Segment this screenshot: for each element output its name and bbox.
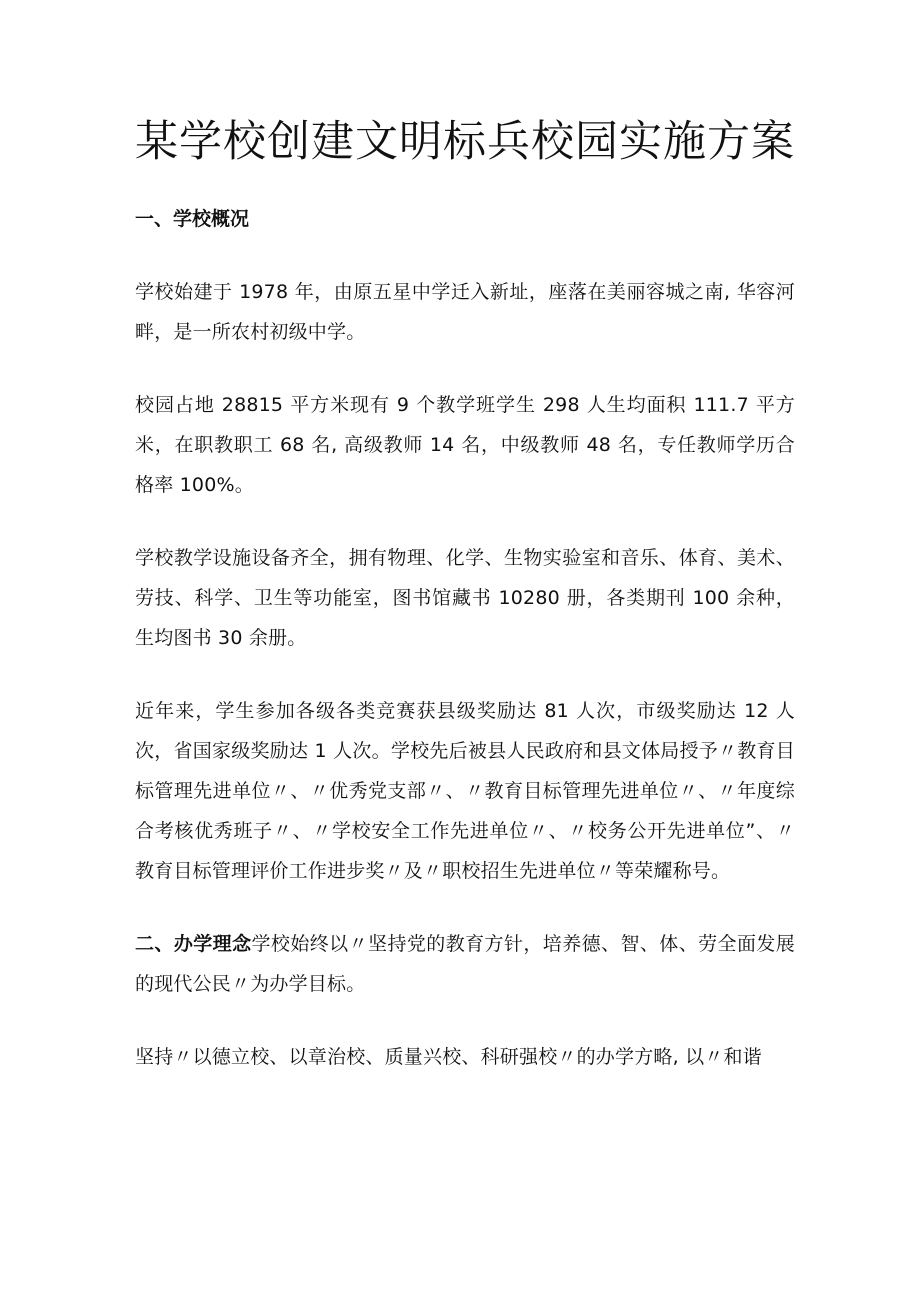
paragraph-strategy: 坚持〃以德立校、以章治校、质量兴校、科研强校〃的办学方略, 以〃和谐 (135, 1046, 762, 1068)
paragraph-achievements: 近年来，学生参加各级各类竞赛获县级奖励达 81 人次，市级奖励达 12 人次，省国家级奖励达 1 人次。学校先后被县人民政府和县文体局授予〃教育目标管理先进单位〃、〃优秀党支部〃、〃教育目标管理先进单位〃、〃年度综合考核优秀班子〃、〃学校安全工作先进单位〃、〃校务公开先进单位”、〃教育目标管理评价工作进步奖〃及〃职校招生先进单位〃等荣耀称号。 (135, 700, 795, 882)
document-title: 某学校创建文明标兵校园实施方案 (135, 117, 795, 167)
philosophy-lead-text: 学校始终以〃坚持党的教育方针，培养德、智、体、劳全面发展的现代公民〃为办学目标。 (135, 933, 795, 995)
section-heading-overview: 一、学校概况 (135, 208, 250, 230)
document-body (135, 199, 795, 1077)
section-heading-philosophy: 二、办学理念 (135, 933, 252, 955)
paragraph-history: 学校始建于 1978 年，由原五星中学迁入新址，座落在美丽容城之南, 华容河畔，是一所农村初级中学。 (135, 281, 795, 343)
paragraph-campus-stats: 校园占地 28815 平方米现有 9 个教学班学生 298 人生均面积 111.7 平方米，在职教职工 68 名, 高级教师 14 名，中级教师 48 名，专任教师学历合格率 100%。 (135, 394, 795, 496)
paragraph-facilities: 学校教学设施设备齐全，拥有物理、化学、生物实验室和音乐、体育、美术、劳技、科学、卫生等功能室，图书馆藏书 10280 册，各类期刊 100 余种，生均图书 30 余册。 (135, 547, 795, 649)
paragraph-philosophy (135, 924, 795, 1004)
